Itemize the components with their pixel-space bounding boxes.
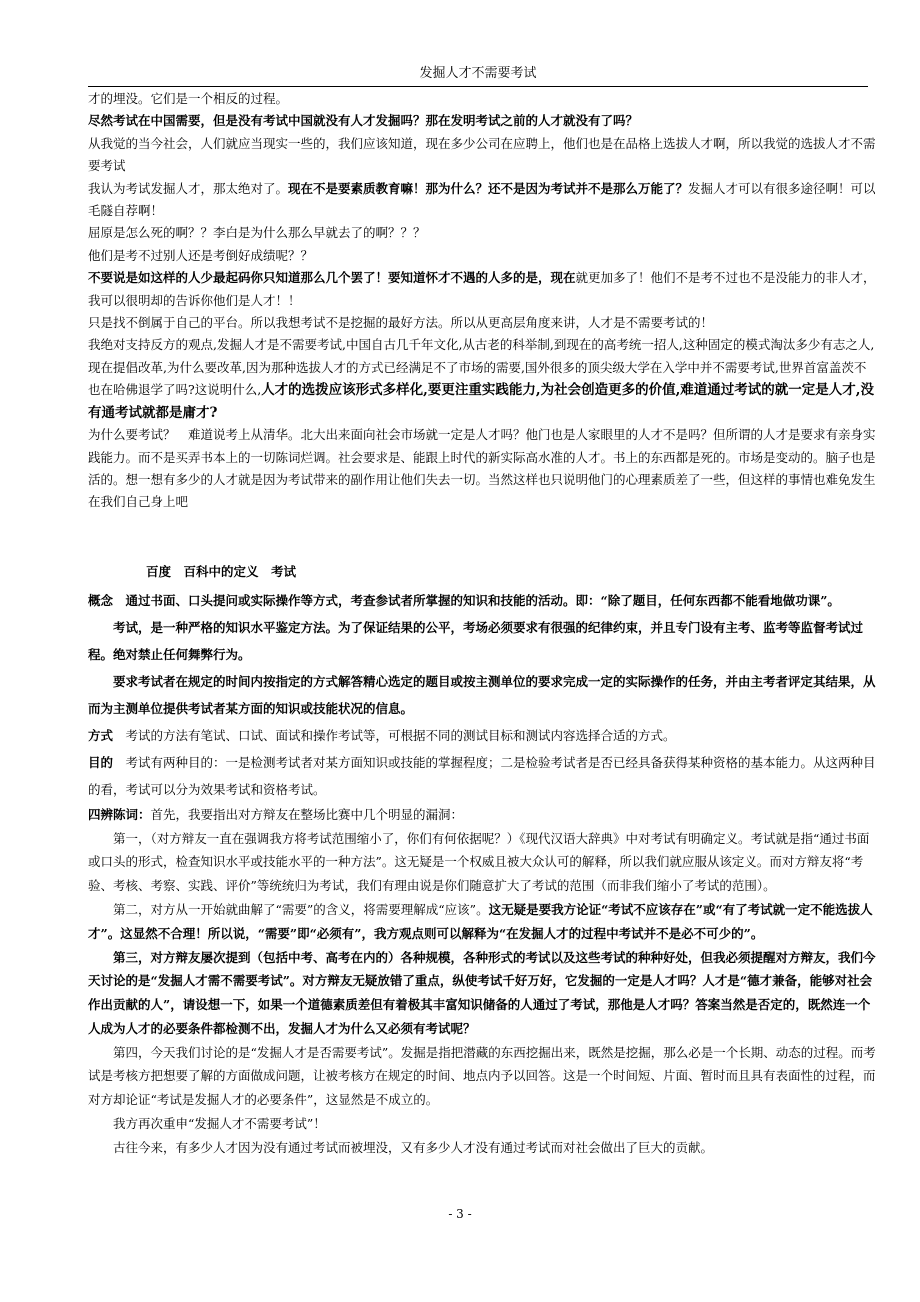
paragraph (88, 267, 878, 312)
text-run: 就更加多了！他们不是考不过也不是没能力的非人才，我可以很明却的告诉你他们是人才！！ (88, 270, 876, 308)
text-run: 首先，我要指出对方辩友在整场比赛中几个明显的漏洞： (150, 806, 464, 822)
bold-text-run: 不要说是如这样的人少最起码你只知道那么几个罢了！要知道怀才不遇的人多的是，现在 (88, 270, 576, 286)
paragraph: 屈原是怎么死的啊？？李白是为什么那么早就去了的啊？？？ (88, 225, 426, 241)
intro-paragraph (88, 803, 878, 827)
paragraph: 尽然考试在中国需要，但是没有考试中国就没有人才发掘吗？那在发明考试之前的人才就没有了吗？ (88, 113, 639, 129)
paragraph: 我方再次重申“发掘人才不需要考试”！ (113, 1116, 326, 1132)
paragraph: 第四，今天我们讨论的是“发掘人才是否需要考试”。发掘是指把潜藏的东西挖掘出来，既然是挖掘，那么必是一个长期、动态的过程。而考试是考核方把想要了解的方面做成问题，让被考核方在规定的时间、地点内予以回答。这是一个时间短、片面、暂时而且具有表面性的过程，而对方却论证“考试是发掘人才的必要条件”，这显然是不成立的。 (88, 1044, 876, 1108)
bold-text-run: 人才的选拨应该形式多样化,要更注重实践能力,为社会创造更多的价值,难道通过考试的就一定是人才,没有通考试就都是庸才? (88, 382, 874, 421)
text-run: 发掘人才可以有很多途径啊！可以毛隧自荐啊！ (88, 180, 876, 219)
term-label: 方式 (88, 727, 114, 743)
definition-section (88, 558, 878, 803)
paragraph: 第一，（对方辩友一直在强调我方将考试范围缩小了，你们有何依据呢？）《现代汉语大辞典》中对考试有明确定义。考试就是指“通过书面或口头的形式，检查知识水平或技能水平的一种方法”。这无疑是一个权威且被大众认可的解释，所以我们就应服从该定义。而对方辩友将“考验、考核、考察、实践、评价”等统统归为考试，我们有理由说是你们随意扩大了考试的范围（而非我们缩小了考试的范围）。 (88, 830, 870, 894)
section-label: 四辨陈词： (88, 806, 151, 822)
paragraph: 古往今来，有多少人才因为没有通过考试而被埋没，又有多少人才没有通过考试而对社会做出了巨大的贡献。 (113, 1139, 714, 1155)
term-label: 概念 (88, 592, 114, 608)
paragraph: 才的埋没。它们是一个相反的过程。 (88, 91, 289, 106)
paragraph (88, 178, 878, 223)
purpose-paragraph (88, 749, 878, 803)
text-run: 我绝对支持反方的观点,发掘人才是不需要考试,中国自古几千年文化,从古老的科举制,到现在的高考统一招人,这种固定的模式淘汰多少有志之人,现在提倡改革,为什么要改革,因为那种选拔人才的方式已经满足不了市场的需要,国外很多的顶尖级大学在入学中并不需要考试,世界首富盖茨不也在哈佛退学了吗?这说明什么, (88, 337, 875, 398)
text-run: 我认为考试发掘人才，那太绝对了。 (88, 180, 289, 196)
paragraph: 从我觉的当今社会，人们就应当现实一些的，我们应该知道，现在多少公司在应聘上，他们也是在品格上选拔人才啊，所以我觉的选拔人才不需要考试 (88, 135, 876, 174)
spacer (88, 514, 878, 558)
term-text: 通过书面、口头提问或实际操作等方式，考查参试者所掌握的知识和技能的活动。即：“除了题目，任何东西都不能看地做功课”。 (125, 592, 840, 608)
page-number: - 3 - (448, 1207, 472, 1221)
text-run: 第二，对方从一开始就曲解了“需要”的含义，将需要理解成“应该”。 (113, 901, 489, 917)
method-paragraph (88, 722, 878, 749)
paragraph: 只是找不倒属于自己的平台。所以我想考试不是挖掘的最好方法。所以从更高层角度来讲，人才是不需要考试的！ (88, 315, 714, 331)
debate-comments-section (88, 88, 878, 514)
paragraph: 要求考试者在规定的时间内按指定的方式解答精心选定的题目或按主测单位的要求完成一定的实际操作的任务，并由主考者评定其结果，从而为主测单位提供考试者某方面的知识或技能状况的信息。 (88, 673, 876, 716)
page-header (88, 64, 868, 87)
term-text: 考试的方法有笔试、口试、面试和操作考试等，可根据不同的测试目标和测试内容选择合适的方式。 (125, 727, 676, 743)
section-title: 百度 百科中的定义 考试 (146, 563, 297, 579)
concept-paragraph (88, 587, 878, 614)
document-title: 发掘人才不需要考试 (419, 66, 537, 81)
paragraph (88, 334, 878, 424)
document-body (88, 88, 878, 1160)
paragraph: 为什么要考试？ 难道说考上从清华。北大出来面向社会市场就一定是人才吗？他门也是人家眼里的人才不是吗？但所谓的人才是要求有亲身实践能力。而不是买弄书本上的一切陈词烂调。社会要求是、能跟上时代的新实际高水准的人才。书上的东西都是死的。市场是变动的。脑子也是活的。想一想有多少的人才就是因为考试带来的副作用让他们失去一切。当然这样也只说明他门的心理素质差了一些，但这样的事情也难免发生在我们自己身上吧 (88, 427, 876, 510)
paragraph (88, 898, 878, 946)
paragraph: 第三，对方辩友屡次提到（包括中考、高考在内的）各种规模，各种形式的考试以及这些考试的种种好处，但我必须提醒对方辩友，我们今天讨论的是“发掘人才需不需要考试”。对方辩友无疑放错了重点，纵使考试千好万好，它发掘的一定是人才吗？人才是“德才兼备，能够对社会作出贡献的人”，请设想一下，如果一个道德素质差但有着极其丰富知识储备的人通过了考试，那他是人才吗？答案当然是否定的，既然连一个人成为人才的必要条件都检测不出，发掘人才为什么又必须有考试呢？ (88, 949, 876, 1036)
bold-text-run: 这无疑是要我方论证“考试不应该存在”或“有了考试就一定不能选拔人才”。这显然不合理！所以说，“需要”即“必须有”，我方观点则可以解释为“在发掘人才的过程中考试并不是必不可少的”。 (88, 901, 873, 941)
paragraph: 考试，是一种严格的知识水平鉴定方法。为了保证结果的公平，考场必须要求有很强的纪律约束，并且专门设有主考、监考等监督考试过程。绝对禁止任何舞弊行为。 (88, 619, 864, 662)
term-text: 考试有两种目的：一是检测考试者对某方面知识或技能的掌握程度；二是检验考试者是否已经具备获得某种资格的基本能力。从这两种目的看，考试可以分为效果考试和资格考试。 (88, 754, 876, 797)
paragraph: 他们是考不过别人还是考倒好成绩呢？？ (88, 247, 314, 263)
bold-text-run: 现在不是要素质教育嘛！那为什么？还不是因为考试并不是那么万能了？ (288, 180, 689, 196)
term-label: 目的 (88, 754, 114, 770)
closing-statement-section (88, 803, 878, 1160)
